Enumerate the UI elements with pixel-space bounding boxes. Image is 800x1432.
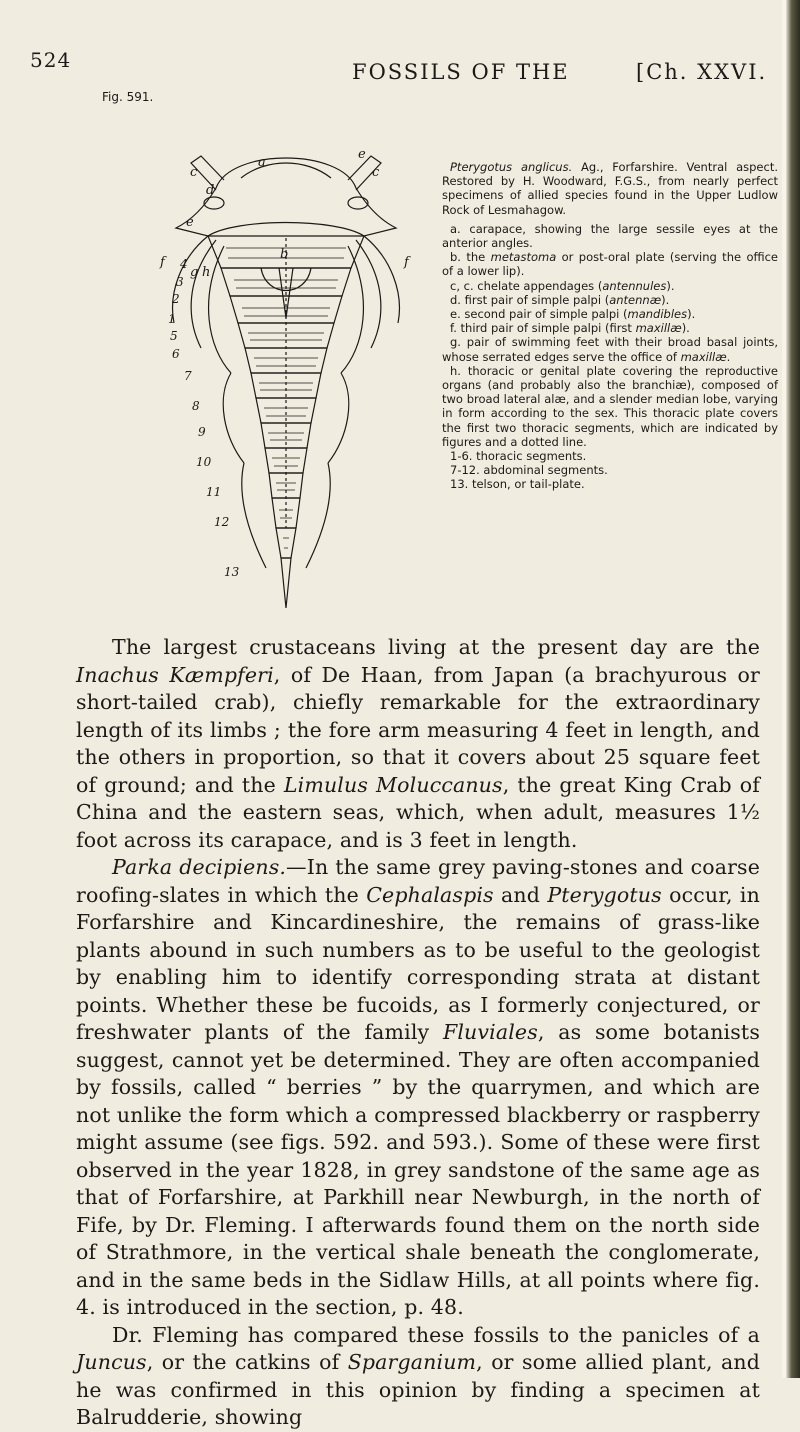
paragraph-fleming: Dr. Fleming has compared these fossils to the panicles of a Juncus, or the catkins of Sparganium, or some allied plant, and he was confirmed in this opinion by finding a specimen at Balrudderie, showing — [76, 1322, 760, 1429]
caption-segments-abdominal: 7-12. abdominal segments. — [450, 463, 608, 478]
running-head-chapter: [Ch. XXVI. — [636, 60, 768, 84]
caption-item-d: d. first pair of simple palpi (antennæ). — [450, 292, 670, 307]
segment-number-9: 9 — [198, 425, 206, 439]
paragraph-largest-crustaceans: The largest crustaceans living at the present day are the Inachus Kæmpferi, of De Haan, from Japan (a brachyurous or short-tailed crab), chiefly remarkable for the extraordinary length of its limbs ; the fore arm measuring 4 feet in length, and the others in proportion, so that it covers about 25 square feet of ground; and the Limulus Moluccanus, the great King Crab of China and the eastern seas, which, when adult, measures 1½ foot across its carapace, and is 3 feet in length. — [76, 635, 760, 852]
segment-number-5: 5 — [170, 329, 178, 343]
figure-letter-h: h — [202, 265, 211, 280]
figure-letter-c-left: c — [190, 165, 198, 180]
figure-letter-c-right: c — [372, 165, 380, 180]
segment-number-8: 8 — [192, 399, 200, 413]
section-heading-parka: Parka decipiens. — [112, 855, 287, 879]
segment-number-3: 3 — [176, 275, 184, 289]
page-number: 524 — [30, 48, 72, 72]
caption-species-name: Pterygotus anglicus. — [450, 160, 573, 174]
figure-letter-e-left: e — [186, 215, 194, 230]
caption-item-f: f. third pair of simple palpi (first maxillæ). — [450, 321, 690, 336]
caption-telson: 13. telson, or tail-plate. — [450, 477, 585, 492]
caption-item-c: c, c. chelate appendages (antennules). — [450, 278, 675, 293]
figure-letter-e-right: e — [358, 147, 366, 162]
segment-number-10: 10 — [196, 455, 212, 469]
pterygotus-figure — [146, 118, 426, 618]
figure-letter-b: b — [280, 247, 289, 262]
caption-segments-thoracic: 1-6. thoracic segments. — [450, 449, 587, 464]
caption-intro: Pterygotus anglicus. Ag., Forfarshire. Ventral aspect. Restored by H. Woodward, F.G.S., from nearly perfect specimens of allied species found in the Upper Ludlow Rock of Lesmahagow. — [442, 160, 778, 217]
caption-item-h: h. thoracic or genital plate covering the reproductive organs (and probably also the branchiæ), composed of two broad lateral alæ, and a slender median lobe, varying in form according to the sex. This thoracic plate covers the first two thoracic segments, which are indicated by figures and a dotted line. — [442, 363, 778, 449]
figure-letter-d: d — [206, 183, 215, 198]
figure-caption — [442, 160, 778, 492]
segment-number-13: 13 — [224, 565, 240, 579]
figure-letter-g: g — [190, 265, 199, 280]
segment-number-7: 7 — [184, 369, 192, 383]
caption-item-a: a. carapace, showing the large sessile eyes at the anterior angles. — [442, 221, 778, 251]
running-head-title: FOSSILS OF THE — [352, 60, 570, 84]
segment-number-1: 1 — [168, 312, 176, 326]
caption-item-e: e. second pair of simple palpi (mandibles). — [450, 307, 696, 322]
segment-number-11: 11 — [206, 485, 222, 499]
figure-label: Fig. 591. — [102, 90, 154, 104]
figure-letter-f-left: f — [160, 255, 165, 270]
segment-number-2: 2 — [172, 292, 180, 306]
figure-letter-a: a — [258, 155, 266, 170]
body-text — [76, 634, 760, 1432]
paragraph-parka-decipiens: Parka decipiens.—In the same grey paving-stones and coarse roofing-slates in which the Cephalaspis and Pterygotus occur, in Forfarshire and Kincardineshire, the remains of grass-like plants abound in such numbers as to be useful to the geologist by enabling him to identify corresponding strata at distant points. Whether these be fucoids, as I formerly conjectured, or freshwater plants of the family Fluviales, as some botanists suggest, cannot yet be determined. They are often accompanied by fossils, called “ berries ” by the quarrymen, and which are not unlike the form which a compressed blackberry or raspberry might assume (see figs. 592. and 593.). Some of these were first observed in the year 1828, in grey sandstone of the same age as that of Forfarshire, at Parkhill near Newburgh, in the north of Fife, by Dr. Fleming. I afterwards found them on the north side of Strathmore, in the vertical shale beneath the conglomerate, and in the same beds in the Sidlaw Hills, at all points where fig. 4. is introduced in the section, p. 48. — [76, 855, 760, 1319]
segment-number-6: 6 — [172, 347, 180, 361]
figure-letter-f-right: f — [404, 255, 409, 270]
caption-item-g: g. pair of swimming feet with their broad basal joints, whose serrated edges serve the office of maxillæ. — [442, 335, 778, 364]
segment-number-4: 4 — [180, 257, 188, 271]
caption-item-b: b. the metastoma or post-oral plate (serving the office of a lower lip). — [442, 250, 779, 279]
page-edge — [786, 0, 800, 1378]
segment-number-12: 12 — [214, 515, 230, 529]
